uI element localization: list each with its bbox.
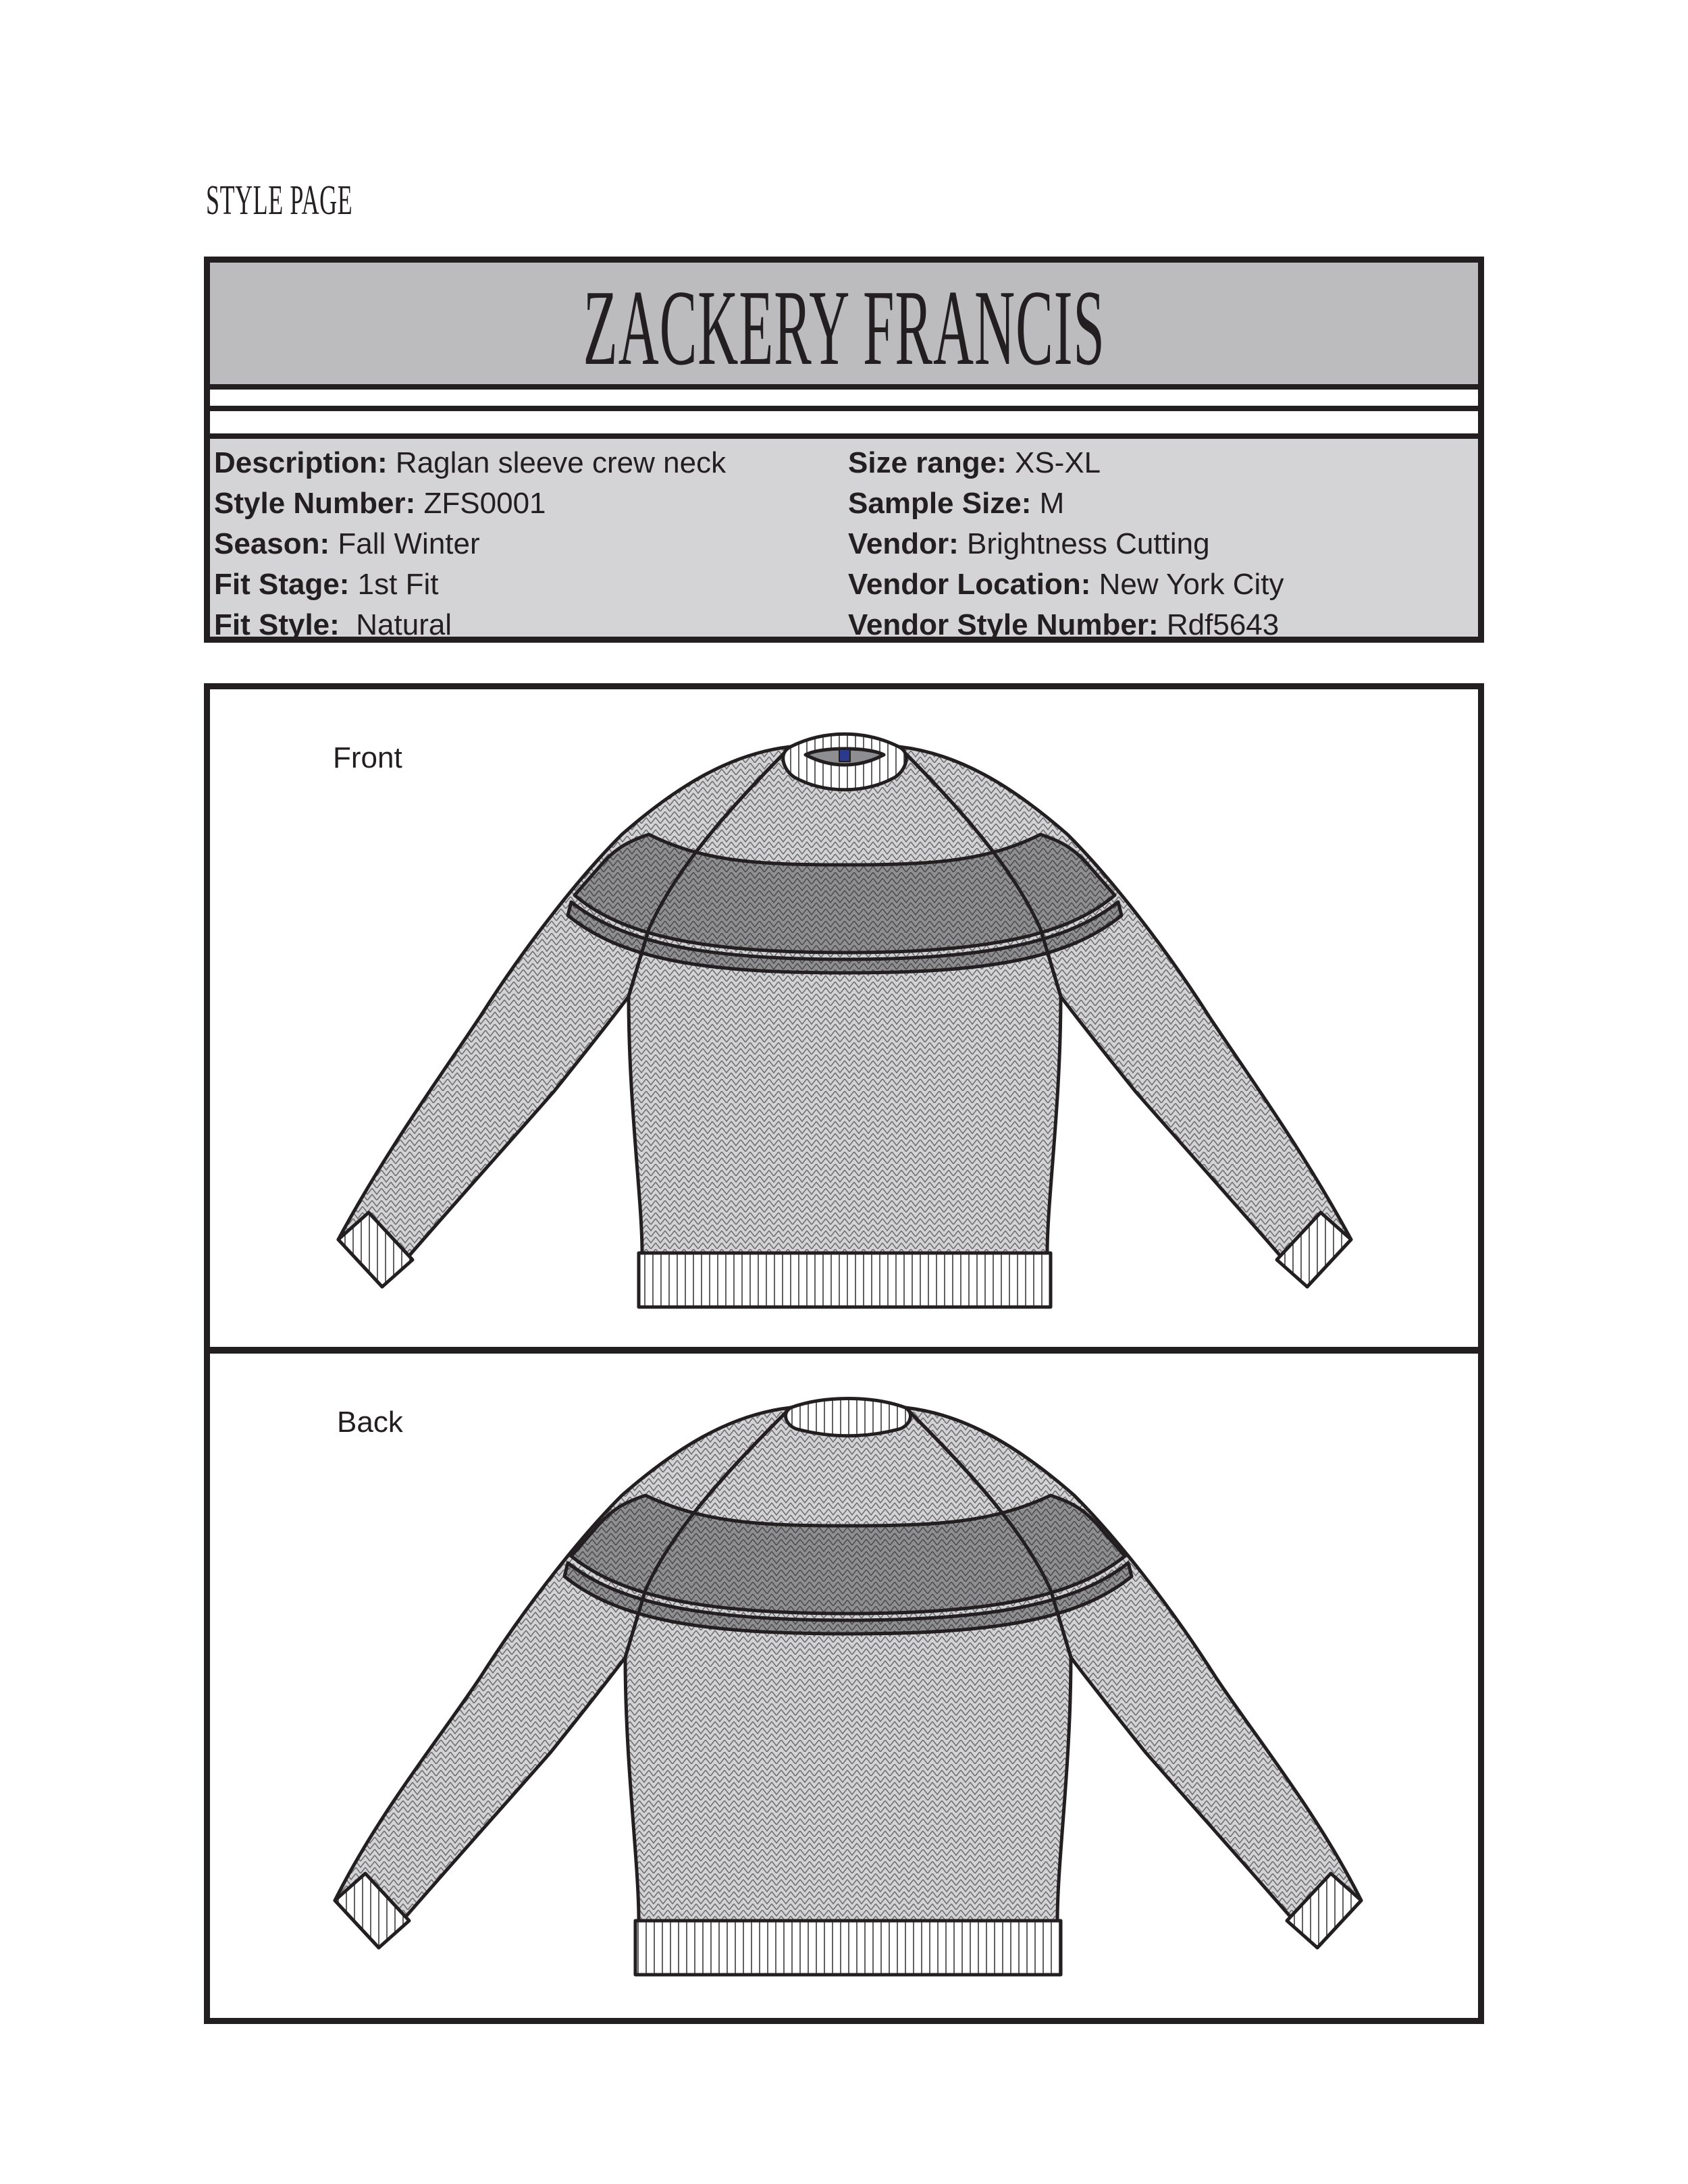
- spec-label: Vendor Location:: [848, 568, 1091, 601]
- back-view-label: Back: [337, 1406, 403, 1439]
- spec-value: Natural: [339, 608, 452, 641]
- back-crew-neck: [786, 1399, 911, 1436]
- spec-value: Fall Winter: [329, 527, 480, 560]
- spec-value: Brightness Cutting: [958, 527, 1210, 560]
- front-sweater-sketch: [325, 726, 1378, 1321]
- spec-row-vendor: [848, 524, 1284, 564]
- brand-name: ZACKERY FRANCIS: [583, 267, 1105, 388]
- front-hem-rib: [639, 1253, 1051, 1307]
- spec-value: 1st Fit: [349, 568, 439, 601]
- spec-label: Sample Size:: [848, 487, 1032, 520]
- page-label: STYLE PAGE: [206, 178, 353, 223]
- spec-label: Size range:: [848, 446, 1007, 479]
- spec-label: Vendor Style Number:: [848, 608, 1159, 641]
- spec-value: New York City: [1090, 568, 1284, 601]
- spec-row-sample-size: [848, 483, 1284, 524]
- blank-row: [210, 406, 1478, 439]
- spec-row-vendor-location: [848, 564, 1284, 605]
- spec-row-season: [214, 524, 726, 564]
- spec-row-size-range: [848, 443, 1284, 483]
- spec-row-fit-style: [214, 605, 726, 645]
- spec-value: Rdf5643: [1158, 608, 1280, 641]
- back-sweater-sketch: [318, 1387, 1385, 1981]
- spec-row-fit-stage: [214, 564, 726, 605]
- front-view-label: Front: [333, 741, 402, 774]
- spec-row-description: [214, 443, 726, 483]
- spec-value: Raglan sleeve crew neck: [387, 446, 727, 479]
- spec-value: XS-XL: [1006, 446, 1101, 479]
- spec-area: [210, 439, 1478, 641]
- spec-label: Fit Stage:: [214, 568, 350, 601]
- front-neck-tape: [839, 749, 850, 762]
- spec-label: Description:: [214, 446, 388, 479]
- header-box: [204, 257, 1484, 643]
- spec-column-left: [214, 443, 726, 645]
- front-view-panel: [204, 683, 1484, 1353]
- back-hem-rib: [635, 1921, 1061, 1975]
- brand-band: [210, 263, 1478, 390]
- spec-label: Vendor:: [848, 527, 959, 560]
- spec-label: Style Number:: [214, 487, 416, 520]
- spec-value: ZFS0001: [415, 487, 546, 520]
- spec-row-vendor-style-number: [848, 605, 1284, 645]
- back-view-panel: [204, 1348, 1484, 2024]
- spec-value: M: [1031, 487, 1065, 520]
- spec-label: Season:: [214, 527, 330, 560]
- spec-row-style-number: [214, 483, 726, 524]
- spec-column-right: [848, 443, 1284, 645]
- spec-label: Fit Style:: [214, 608, 340, 641]
